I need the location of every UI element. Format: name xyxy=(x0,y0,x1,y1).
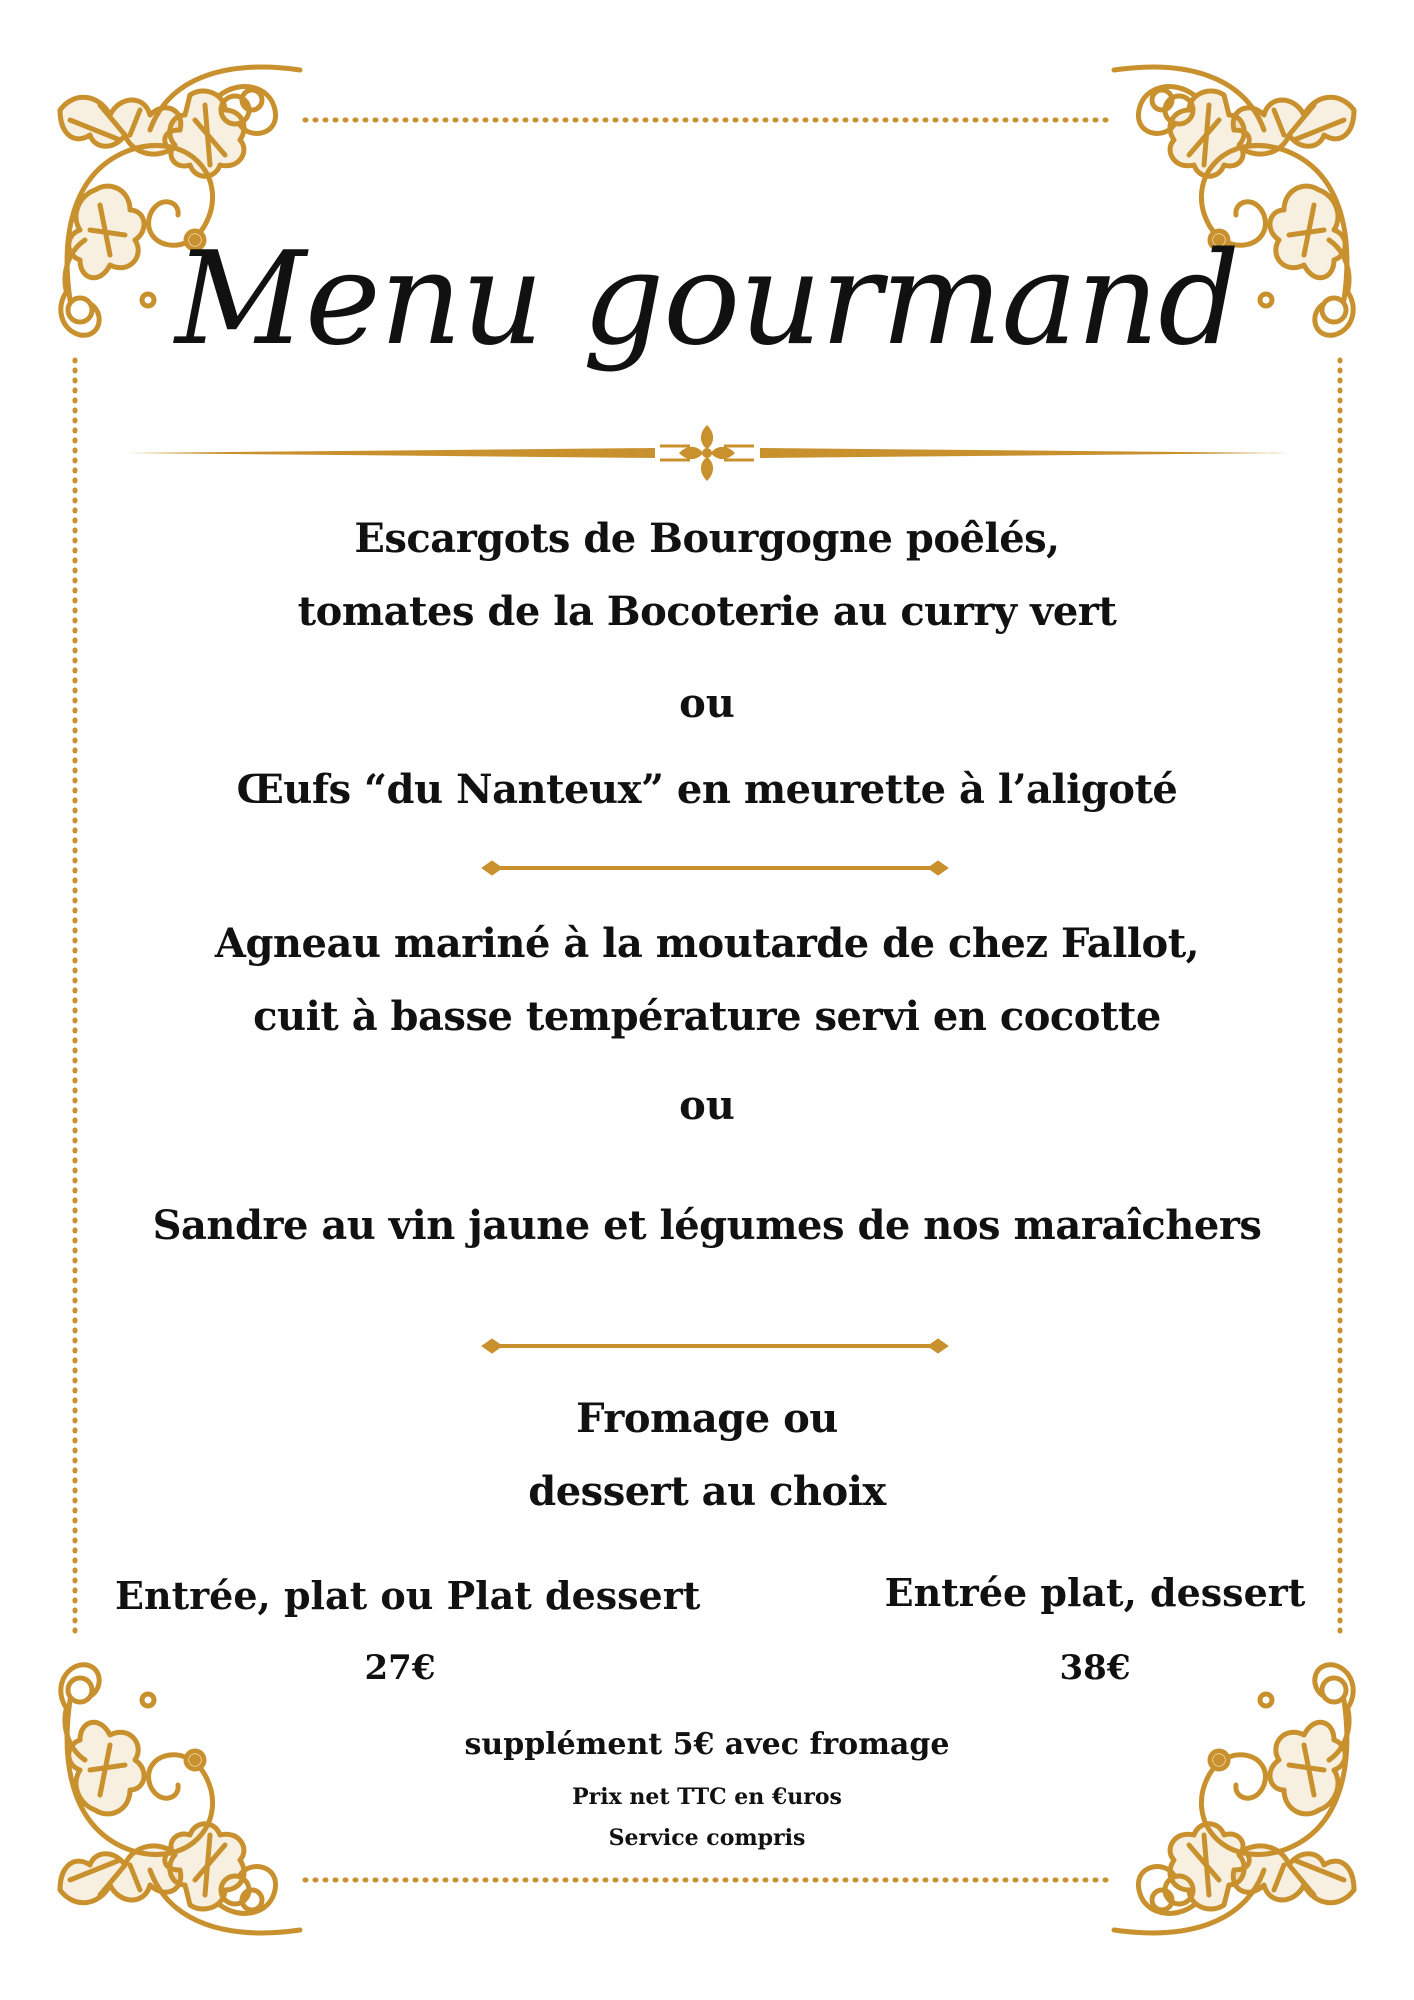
diamond-rule-icon xyxy=(482,1339,948,1353)
plat-or: ou xyxy=(679,1082,735,1129)
entree-option-1-line-2: tomates de la Bocoterie au curry vert xyxy=(297,588,1117,635)
plat-option-1-line-1: Agneau mariné à la moutarde de chez Fallot, xyxy=(214,920,1200,967)
entree-option-2: Œufs “du Nanteux” en meurette à l’aligoté xyxy=(236,766,1178,813)
entree-option-1-line-1: Escargots de Bourgogne poêlés, xyxy=(354,515,1060,562)
dessert-line-1: Fromage ou xyxy=(576,1395,838,1442)
dessert-line-2: dessert au choix xyxy=(528,1468,886,1515)
formula-2-price: 38€ xyxy=(1059,1648,1131,1688)
plat-option-1-line-2: cuit à basse température servi en cocotte xyxy=(253,993,1161,1040)
tax-note: Prix net TTC en €uros xyxy=(572,1784,842,1810)
page-title: Menu gourmand xyxy=(174,225,1240,374)
formula-1-label: Entrée, plat ou Plat dessert xyxy=(115,1573,701,1618)
supplement-note: supplément 5€ avec fromage xyxy=(464,1727,950,1762)
formula-2-label: Entrée plat, dessert xyxy=(884,1570,1306,1615)
fleuron-divider-icon xyxy=(125,425,1290,481)
service-note: Service compris xyxy=(608,1825,806,1851)
plat-option-2: Sandre au vin jaune et légumes de nos maraîchers xyxy=(152,1202,1262,1249)
diamond-rule-icon xyxy=(482,861,948,875)
entree-or: ou xyxy=(679,680,735,727)
formula-1-price: 27€ xyxy=(364,1648,436,1688)
